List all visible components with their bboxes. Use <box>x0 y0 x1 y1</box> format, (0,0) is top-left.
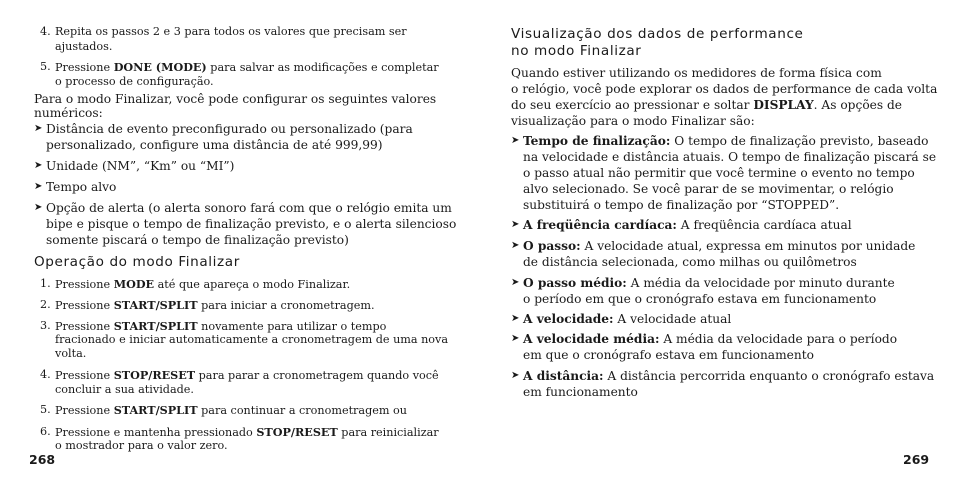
intro-text-post: . As opções de <box>813 98 903 112</box>
option-desc: A distância percorrida enquanto o cronógrafo estava <box>603 369 935 383</box>
step-number: 3. <box>40 319 51 332</box>
step-key-label: START/SPLIT <box>113 298 198 312</box>
bullet-text: Distância de evento preconfigurado ou personalizado (para <box>46 122 413 136</box>
bullet-text: Opção de alerta (o alerta sonoro fará com que o relógio emita um <box>46 201 452 215</box>
bullet-arrow-icon: ➤ <box>511 277 520 288</box>
option-text <box>523 331 897 348</box>
bullet-arrow-icon: ➤ <box>511 313 520 324</box>
option-text <box>523 275 895 292</box>
option-label: A freqüência cardíaca: <box>523 218 677 232</box>
step-text-pre: Pressione <box>55 404 114 417</box>
step-text <box>55 276 350 293</box>
option-desc: O tempo de finalização previsto, baseado <box>670 134 929 148</box>
option-text: em funcionamento <box>523 385 638 399</box>
step-number: 2. <box>40 298 51 311</box>
option-desc: A velocidade atual <box>613 312 732 326</box>
intro-text-pre: do seu exercício ao pressionar e soltar <box>511 98 754 112</box>
step-key-label: STOP/RESET <box>256 425 338 439</box>
step-text-pre: Pressione e mantenha pressionado <box>55 426 257 439</box>
section-heading: Visualização dos dados de performance <box>511 26 804 42</box>
step-text-pre: Pressione <box>55 299 114 312</box>
step-number: 1. <box>40 277 51 290</box>
option-text: o passo atual não permitir que você termine o evento no tempo <box>523 166 915 180</box>
bullet-arrow-icon: ➤ <box>511 240 520 251</box>
bullet-arrow-icon: ➤ <box>511 135 520 146</box>
step-text-post: novamente para utilizar o tempo <box>197 320 387 333</box>
option-text <box>523 368 934 385</box>
step-key-label: DONE (MODE) <box>113 60 207 74</box>
option-label: Tempo de finalização: <box>523 134 671 148</box>
option-text <box>523 311 731 328</box>
display-key-label: DISPLAY <box>753 98 814 112</box>
step-text-post: para reinicializar <box>337 426 439 439</box>
section-heading: no modo Finalizar <box>511 43 642 59</box>
step-number: 5. <box>40 60 51 73</box>
option-text <box>523 217 852 234</box>
bullet-arrow-icon: ➤ <box>511 370 520 381</box>
step-text: concluir a sua atividade. <box>55 383 194 396</box>
option-text: na velocidade e distância atuais. O tempo de finalização piscará se <box>523 150 937 164</box>
step-text: fracionado e iniciar automaticamente a cronometragem de uma nova <box>55 333 449 346</box>
step-number: 4. <box>40 25 51 38</box>
step-text: o processo de configuração. <box>55 75 214 88</box>
step-text-post: para continuar a cronometragem ou <box>197 404 407 417</box>
option-text: de distância selecionada, como milhas ou quilômetros <box>523 255 857 269</box>
right-page <box>477 0 954 477</box>
step-text-pre: Pressione <box>55 320 114 333</box>
option-label: A distância: <box>523 369 604 383</box>
option-label: O passo: <box>523 239 581 253</box>
step-number: 6. <box>40 425 51 438</box>
step-text-pre: Pressione <box>55 61 114 74</box>
bullet-arrow-icon: ➤ <box>511 333 520 344</box>
bullet-arrow-icon: ➤ <box>34 202 43 213</box>
bullet-arrow-icon: ➤ <box>34 181 43 192</box>
bullet-text: Unidade (NM”, “Km” ou “MI”) <box>46 159 235 173</box>
intro-text: Quando estiver utilizando os medidores de forma física com <box>511 66 882 80</box>
step-number: 5. <box>40 403 51 416</box>
option-label: A velocidade média: <box>523 332 660 346</box>
bullet-arrow-icon: ➤ <box>34 160 43 171</box>
step-text-post: para parar a cronometragem quando você <box>195 369 439 382</box>
intro-text: visualização para o modo Finalizar são: <box>511 114 755 128</box>
bullet-text: somente piscará o tempo de finalização previsto) <box>46 233 349 247</box>
bullet-text: Tempo alvo <box>46 180 117 194</box>
step-text-pre: Pressione <box>55 369 114 382</box>
step-number: 4. <box>40 368 51 381</box>
option-text: alvo selecionado. Se você parar de se movimentar, o relógio <box>523 182 894 196</box>
step-text-pre: Pressione <box>55 278 114 291</box>
bullet-arrow-icon: ➤ <box>34 123 43 134</box>
intro-text <box>511 97 902 114</box>
option-text <box>523 238 915 255</box>
bullet-arrow-icon: ➤ <box>511 219 520 230</box>
intro-text: Para o modo Finalizar, você pode configurar os seguintes valores <box>34 92 437 106</box>
page-number: 269 <box>903 452 930 467</box>
bullet-text: personalizado, configure uma distância de até 999,99) <box>46 138 383 152</box>
intro-text: o relógio, você pode explorar os dados de performance de cada volta <box>511 82 938 96</box>
step-key-label: START/SPLIT <box>113 403 198 417</box>
section-heading: Operação do modo Finalizar <box>34 254 240 270</box>
option-text: substituirá o tempo de finalização por “STOPPED”. <box>523 198 840 212</box>
page-number: 268 <box>29 452 56 467</box>
option-text: o período em que o cronógrafo estava em funcionamento <box>523 292 877 306</box>
step-key-label: START/SPLIT <box>113 319 198 333</box>
bullet-text: bipe e pisque o tempo de finalização previsto, e o alerta silencioso <box>46 217 457 231</box>
step-text: o mostrador para o valor zero. <box>55 439 228 452</box>
option-desc: A média da velocidade para o período <box>659 332 898 346</box>
step-text-post: para iniciar a cronometragem. <box>197 299 375 312</box>
option-desc: A média da velocidade por minuto durante <box>626 276 895 290</box>
step-key-label: STOP/RESET <box>113 368 196 382</box>
step-text: volta. <box>55 347 87 360</box>
step-text: Repita os passos 2 e 3 para todos os valores que precisam ser <box>55 25 407 38</box>
option-desc: A velocidade atual, expressa em minutos por unidade <box>580 239 916 253</box>
intro-text: numéricos: <box>34 106 103 120</box>
option-text: em que o cronógrafo estava em funcionamento <box>523 348 814 362</box>
step-text: ajustados. <box>55 40 113 53</box>
step-text-post: até que apareça o modo Finalizar. <box>154 278 351 291</box>
option-label: O passo médio: <box>523 276 627 290</box>
step-text-post: para salvar as modificações e completar <box>206 61 439 74</box>
step-key-label: MODE <box>113 277 155 291</box>
step-text <box>55 402 407 419</box>
option-text <box>523 133 929 150</box>
option-label: A velocidade: <box>523 312 614 326</box>
step-text <box>55 297 375 314</box>
option-desc: A freqüência cardíaca atual <box>676 218 852 232</box>
